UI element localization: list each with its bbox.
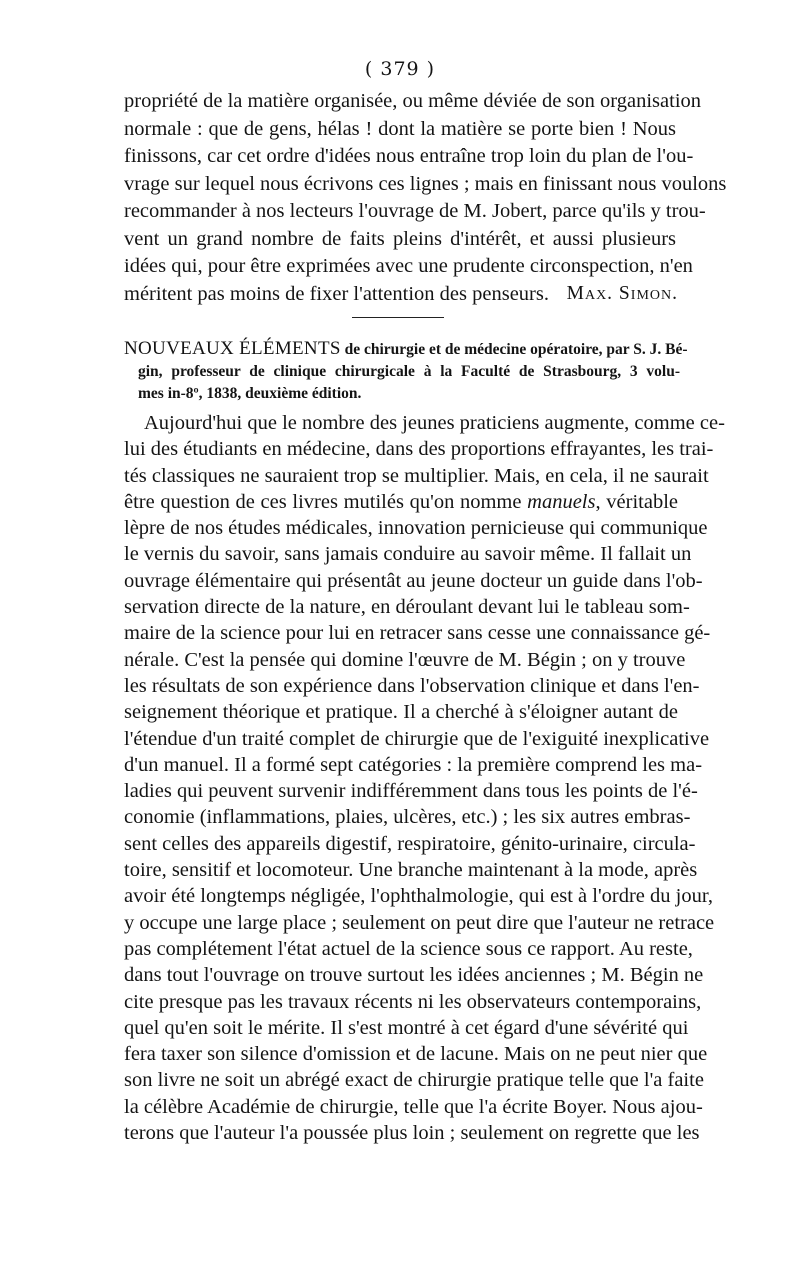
article-heading <box>124 338 688 405</box>
text-line: recommander à nos lecteurs l'ouvrage de M. Jobert, parce qu'ils y trou- <box>124 200 706 222</box>
text-line: l'étendue d'un traité complet de chirurgie que de l'exiguité inexplicative <box>124 727 710 750</box>
text-line <box>124 489 678 515</box>
heading-line: mes in-8º, 1838, deuxième édition. <box>138 385 362 402</box>
text-line: d'un manuel. Il a formé sept catégories : la première comprend les ma- <box>124 753 703 776</box>
text-line: le vernis du savoir, sans jamais conduire au savoir même. Il fallait un <box>124 543 692 566</box>
heading-title-rest: de chirurgie et de médecine opératoire, par S. J. Bé- <box>344 341 688 358</box>
text-line: sent celles des appareils digestif, respiratoire, génito-urinaire, circula- <box>124 832 696 855</box>
text-line: servation directe de la nature, en déroulant devant lui le tableau som- <box>124 596 690 619</box>
text-line: cite presque pas les travaux récents ni les observateurs contemporains, <box>124 990 702 1013</box>
heading-line <box>124 338 688 361</box>
text-line: la célèbre Académie de chirurgie, telle que l'a écrite Boyer. Nous ajou- <box>124 1095 703 1118</box>
text-segment: , véritable <box>595 490 678 513</box>
page-number: ( 379 ) <box>364 58 436 80</box>
text-line: y occupe une large place ; seulement on peut dire que l'auteur ne retrace <box>124 911 715 934</box>
text-line: terons que l'auteur l'a poussée plus loin ; seulement on regrette que les <box>124 1122 700 1145</box>
text-line: son livre ne soit un abrégé exact de chirurgie pratique telle que l'a faite <box>124 1069 704 1092</box>
text-segment: être question de ces livres mutilés qu'on nomme <box>124 490 528 513</box>
text-line: seignement théorique et pratique. Il a cherché à s'éloigner autant de <box>124 701 678 724</box>
text-line: dans tout l'ouvrage on trouve surtout les idées anciennes ; M. Bégin ne <box>124 964 704 987</box>
italic-word: manuels <box>527 490 596 513</box>
text-line: avoir été longtemps négligée, l'ophthalmologie, qui est à l'ordre du jour, <box>124 885 713 908</box>
text-line: toire, sensitif et locomoteur. Une branche maintenant à la mode, après <box>124 859 698 882</box>
text-line: fera taxer son silence d'omission et de lacune. Mais on ne peut nier que <box>124 1043 708 1066</box>
text-line: conomie (inflammations, plaies, ulcères, etc.) ; les six autres embras- <box>124 806 691 829</box>
heading-title-caps: NOUVEAUX ÉLÉMENTS <box>124 338 341 359</box>
article-body <box>124 410 725 1146</box>
text-line: ouvrage élémentaire qui présentât au jeune docteur un guide dans l'ob- <box>124 569 703 592</box>
text-line: lui des étudiants en médecine, dans des proportions effrayantes, les trai- <box>124 438 714 461</box>
text-line: finissons, car cet ordre d'idées nous entraîne trop loin du plan de l'ou- <box>124 145 694 167</box>
text-line: pas complétement l'état actuel de la science sous ce rapport. Au reste, <box>124 937 693 960</box>
text-line: tés classiques ne sauraient trop se multiplier. Mais, en cela, il ne saurait <box>124 464 709 487</box>
text-line: propriété de la matière organisée, ou même déviée de son organisation <box>124 90 702 112</box>
text-line: vrage sur lequel nous écrivons ces lignes ; mais en finissant nous voulons <box>124 172 727 195</box>
section-divider <box>352 317 444 318</box>
text-line: méritent pas moins de fixer l'attention des penseurs. <box>124 282 549 305</box>
text-line: Aujourd'hui que le nombre des jeunes praticiens augmente, comme ce- <box>144 412 725 434</box>
text-line: les résultats de son expérience dans l'observation clinique et dans l'en- <box>124 674 700 697</box>
text-line: nérale. C'est la pensée qui domine l'œuvre de M. Bégin ; on y trouve <box>124 648 686 671</box>
text-line: lèpre de nos études médicales, innovation pernicieuse qui communique <box>124 517 708 540</box>
text-line: maire de la science pour lui en retracer sans cesse une connaissance gé- <box>124 622 711 645</box>
author-signature: Max. Simon. <box>566 283 678 304</box>
text-line: idées qui, pour être exprimées avec une prudente circonspection, n'en <box>124 255 693 277</box>
text-line: vent un grand nombre de faits pleins d'intérêt, et aussi plusieurs <box>124 227 676 250</box>
text-line: ladies qui peuvent survenir indifféremment dans tous les points de l'é- <box>124 780 698 803</box>
text-line: quel qu'en soit le mérite. Il s'est montré à cet égard d'une sévérité qui <box>124 1016 689 1039</box>
text-line: normale : que de gens, hélas ! dont la matière se porte bien ! Nous <box>124 117 676 140</box>
heading-line: gin, professeur de clinique chirurgicale à la Faculté de Strasbourg, 3 volu- <box>138 363 680 380</box>
review-end-paragraph <box>124 88 727 308</box>
